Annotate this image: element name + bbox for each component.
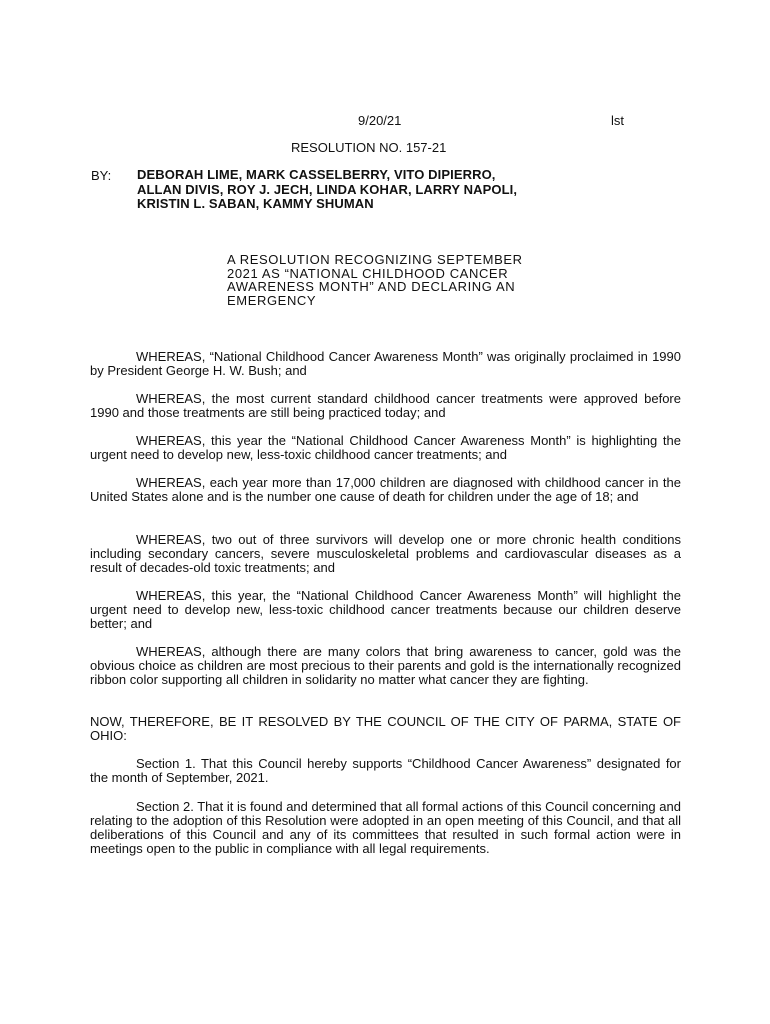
reading-indicator: lst — [611, 113, 624, 128]
section-2: Section 2. That it is found and determined that all formal actions of this Council concerning and relating to the adoption of this Resolution were adopted in an open meeting of this Council, and that all deliberations of this Council and any of its committees that resulted in such formal action were in meetings open to the public in compliance with all legal requirements. — [90, 799, 681, 856]
caption-line: A RESOLUTION RECOGNIZING SEPTEMBER — [227, 252, 523, 267]
whereas-clause: WHEREAS, two out of three survivors will develop one or more chronic health conditions including secondary cancers, severe musculoskeletal problems and cardiovascular diseases as a result of decades-old toxic treatments; and — [90, 532, 681, 575]
whereas-clause: WHEREAS, this year the “National Childhood Cancer Awareness Month” is highlighting the urgent need to develop new, less-toxic childhood cancer treatments; and — [90, 433, 681, 462]
sponsor-line: DEBORAH LIME, MARK CASSELBERRY, VITO DIPIERRO, — [137, 167, 496, 182]
resolved-clause: NOW, THEREFORE, BE IT RESOLVED BY THE COUNCIL OF THE CITY OF PARMA, STATE OF OHIO: — [90, 714, 681, 743]
resolution-caption — [227, 253, 567, 307]
whereas-clause: WHEREAS, each year more than 17,000 children are diagnosed with childhood cancer in the United States alone and is the number one cause of death for children under the age of 18; and — [90, 475, 681, 504]
caption-line: EMERGENCY — [227, 292, 317, 308]
whereas-clause: WHEREAS, “National Childhood Cancer Awareness Month” was originally proclaimed in 1990 by President George H. W. Bush; and — [90, 349, 681, 378]
sponsor-line: KRISTIN L. SABAN, KAMMY SHUMAN — [137, 196, 374, 211]
resolution-date: 9/20/21 — [358, 113, 402, 128]
caption-line: AWARENESS MONTH” AND DECLARING AN — [227, 279, 516, 294]
whereas-clause: WHEREAS, although there are many colors that bring awareness to cancer, gold was the obvious choice as children are most precious to their parents and gold is the internationally recognized ribbon color supporting all children in solidarity no matter what cancer they are fighting. — [90, 644, 681, 687]
sponsor-line: ALLAN DIVIS, ROY J. JECH, LINDA KOHAR, LARRY NAPOLI, — [137, 181, 518, 197]
section-1: Section 1. That this Council hereby supports “Childhood Cancer Awareness” designated for the month of September, 2021. — [90, 756, 681, 785]
whereas-clause: WHEREAS, this year, the “National Childhood Cancer Awareness Month” will highlight the urgent need to develop new, less-toxic childhood cancer treatments because our children deserve better; and — [90, 588, 681, 631]
resolution-number: RESOLUTION NO. 157-21 — [291, 140, 447, 155]
sponsors-label: BY: — [91, 168, 112, 183]
caption-line: 2021 AS “NATIONAL CHILDHOOD CANCER — [227, 265, 509, 281]
whereas-clause: WHEREAS, the most current standard childhood cancer treatments were approved before 1990 and those treatments are still being practiced today; and — [90, 391, 681, 420]
sponsors-list — [137, 168, 697, 212]
